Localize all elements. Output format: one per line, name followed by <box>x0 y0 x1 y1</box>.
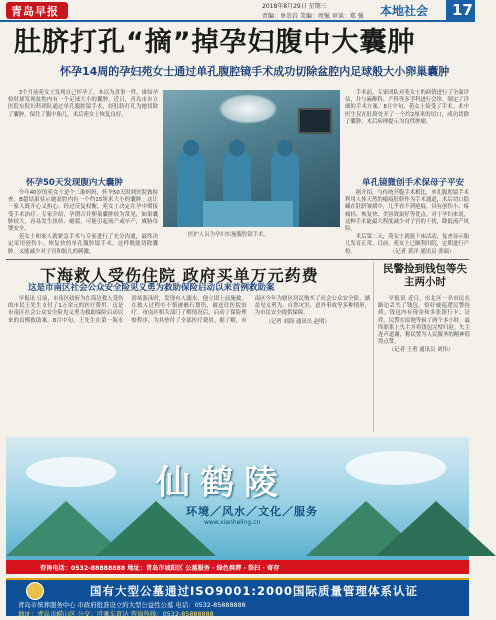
story1-right-intro: 手术前，专家团队对苑女士的病情进行了全面评估，并与麻醉科、产科等多学科进行会诊，制定了详细的手术方案。8月中旬，苑女士接受了手术。术中医生仅在肚脐处开了一个约2厘米的切口，成功切除了囊肿，术后病理提示为良性肿瘤。 <box>345 90 470 125</box>
column-divider <box>373 262 374 432</box>
section-divider <box>6 259 469 260</box>
surgery-photo <box>163 90 340 227</box>
story2-byline: （记者 刘海 通讯员 赵明） <box>265 318 330 325</box>
cert-details: 青岛市殡葬服务中心 市政府批准设立的大型公益性公墓 电话：0532-85888888 <box>18 601 246 609</box>
story1-lead: 3个月前苑女士发现自己怀孕了，本以为喜事一件，谁知孕检时却发现盆腔内有一个足球大小的囊肿。近日，青岛市市立医院东院妇科团队通过单孔腹腔镜手术，经肚脐打孔为她切除了囊肿，保住了腹中胎儿，术后苑女士恢复良好。 <box>8 90 158 118</box>
story1-section-title-1: 怀孕50天发现腹内大囊肿 <box>26 178 123 188</box>
story1-lead-column <box>8 90 158 170</box>
story3-body: 早报讯 近日，市北区一名市民在路边丢失了钱包，恰好被巡逻民警捡到。钱包内有现金和多张银行卡、证件。民警在原地等候了两个多小时，最终联系上失主并将钱包完璧归赵。失主连声道谢，称民警为人民服务的精神值得点赞。 <box>378 296 470 346</box>
story2-headline: 下海救人受伤住院 政府买单万元药费 <box>40 266 319 285</box>
surgeon-head <box>183 140 199 156</box>
editor-credits: 责编：单崇岩 美编：周强 审读：郑 强 <box>262 13 364 20</box>
cert-address: 地址：青岛市崂山区 公交：可乘车直达 咨询热线：0532-85888888 <box>18 610 214 618</box>
story2-body-columns <box>8 296 370 432</box>
monitor-screen <box>298 108 332 134</box>
story1-body-3: 据介绍，与传统开腹手术相比，单孔腹腔镜手术利用人体天然的瘢痕肚脐作为手术通道，术后切口隐藏在肚脐皱褶中，几乎看不到疤痕，具有创伤小、疼痛轻、恢复快、美容效果好等优点。对于孕妇来说，这种手术能最大程度减少对子宫的干扰，降低流产风险。 <box>345 190 470 233</box>
photo-caption: 医护人员为孕妇实施腹腔镜手术。 <box>188 232 269 238</box>
masthead <box>0 0 475 22</box>
story1-body-column-1 <box>8 190 158 257</box>
ad-contact-bar: 咨询电话：0532-88888888 地址：青岛市城阳区 公墓服务 · 绿色殡葬 · 祭扫 · 寄存 <box>6 560 469 574</box>
surgical-lamp <box>218 94 278 124</box>
story1-body-2: 苑女士和家人就紧急手术与专家进行了充分沟通，最终决定采用创伤小、恢复快的单孔腹腔镜手术，这样既能切除囊肿，又能减少对子宫和胎儿的刺激。 <box>8 234 158 255</box>
mountain-shape <box>376 501 496 556</box>
surgeon-head <box>277 140 293 156</box>
story1-byline: （记者 黄洋 通讯员 张瑞） <box>390 249 455 255</box>
story1-body-4: 术后第二天，苑女士就能下床活动，复查显示胎儿发育正常。目前，苑女士已顺利出院，定期进行产检。 <box>345 234 470 255</box>
story2-body: 早报讯 日前，市南区政府为在海边救人受伤的市民王先生支付了1万余元的医疗费用。这是市南区社会公众安全险见义勇为救助保险启动以来的首例救助案。8月中旬，王先生在第一海水浴场游泳时，发现有人溺水，他立即上前施救，在救人过程中不慎被礁石划伤，被送往医院治疗。市南区相关部门了解情况后，启动了保险理赔程序，为其垫付了全部医疗费用。据了解，市南区今年为辖区居民购买了社会公众安全险，涵盖见义勇为、自然灾害、意外事故等多种情形，为市民安全提供保障。 <box>8 296 370 324</box>
surgeon-head <box>229 140 245 156</box>
story3-body-column <box>378 296 470 432</box>
section-label: 本地社会 <box>380 4 429 18</box>
issue-date: 2018年8月29日 星期三 <box>262 3 327 10</box>
cloud-shape <box>26 457 116 487</box>
cert-headline: 国有大型公墓通过ISO9001:2000国际质量管理体系认证 <box>90 584 418 598</box>
story2-subhead: 这是市南区社会公众安全险见义勇为救助保险启动以来首例救助案 <box>28 283 275 293</box>
main-subhead: 怀孕14周的孕妇苑女士通过单孔腹腔镜手术成功切除盆腔内足球般大小卵巢囊肿 <box>60 65 450 78</box>
main-headline: 肚脐打孔“摘”掉孕妇腹中大囊肿 <box>14 27 416 58</box>
story3-byline: （记者 王勇 通讯员 刘伟） <box>388 347 454 354</box>
surgeon-figure <box>177 149 205 227</box>
certification-banner <box>6 578 469 616</box>
story1-section-title-2: 单孔镜微创手术保母子平安 <box>362 178 465 188</box>
story1-right-intro-column <box>345 90 469 174</box>
story3-headline: 民警捡到钱包等失主两小时 <box>383 263 467 288</box>
ad-brand-name: 仙鹤陵 <box>156 463 288 503</box>
ad-slogan: 环境／风水／文化／服务 <box>186 505 318 518</box>
page-number-box: 17 <box>446 0 475 20</box>
ad-url: www.xianheling.cn <box>204 519 261 526</box>
story1-body-1: 今年40岁的苑女士是个二胎妈妈，怀孕50天时到医院做检查，B超结果显示她盆腔内有一个约15厘米大小的囊肿。这让一家人既开心又担心。经过反复权衡，苑女士决定在孕中期接受手术治疗。专家介绍，孕期合并卵巢囊肿较为常见，如果囊肿较大，容易发生扭转、破裂，可能引起流产或早产，威胁母婴安全。 <box>8 190 158 233</box>
emblem-icon <box>26 582 44 600</box>
operating-table <box>203 201 293 227</box>
cemetery-advertisement <box>6 437 469 574</box>
cloud-shape <box>346 451 446 485</box>
newspaper-logo: 青岛早报 <box>6 2 68 19</box>
